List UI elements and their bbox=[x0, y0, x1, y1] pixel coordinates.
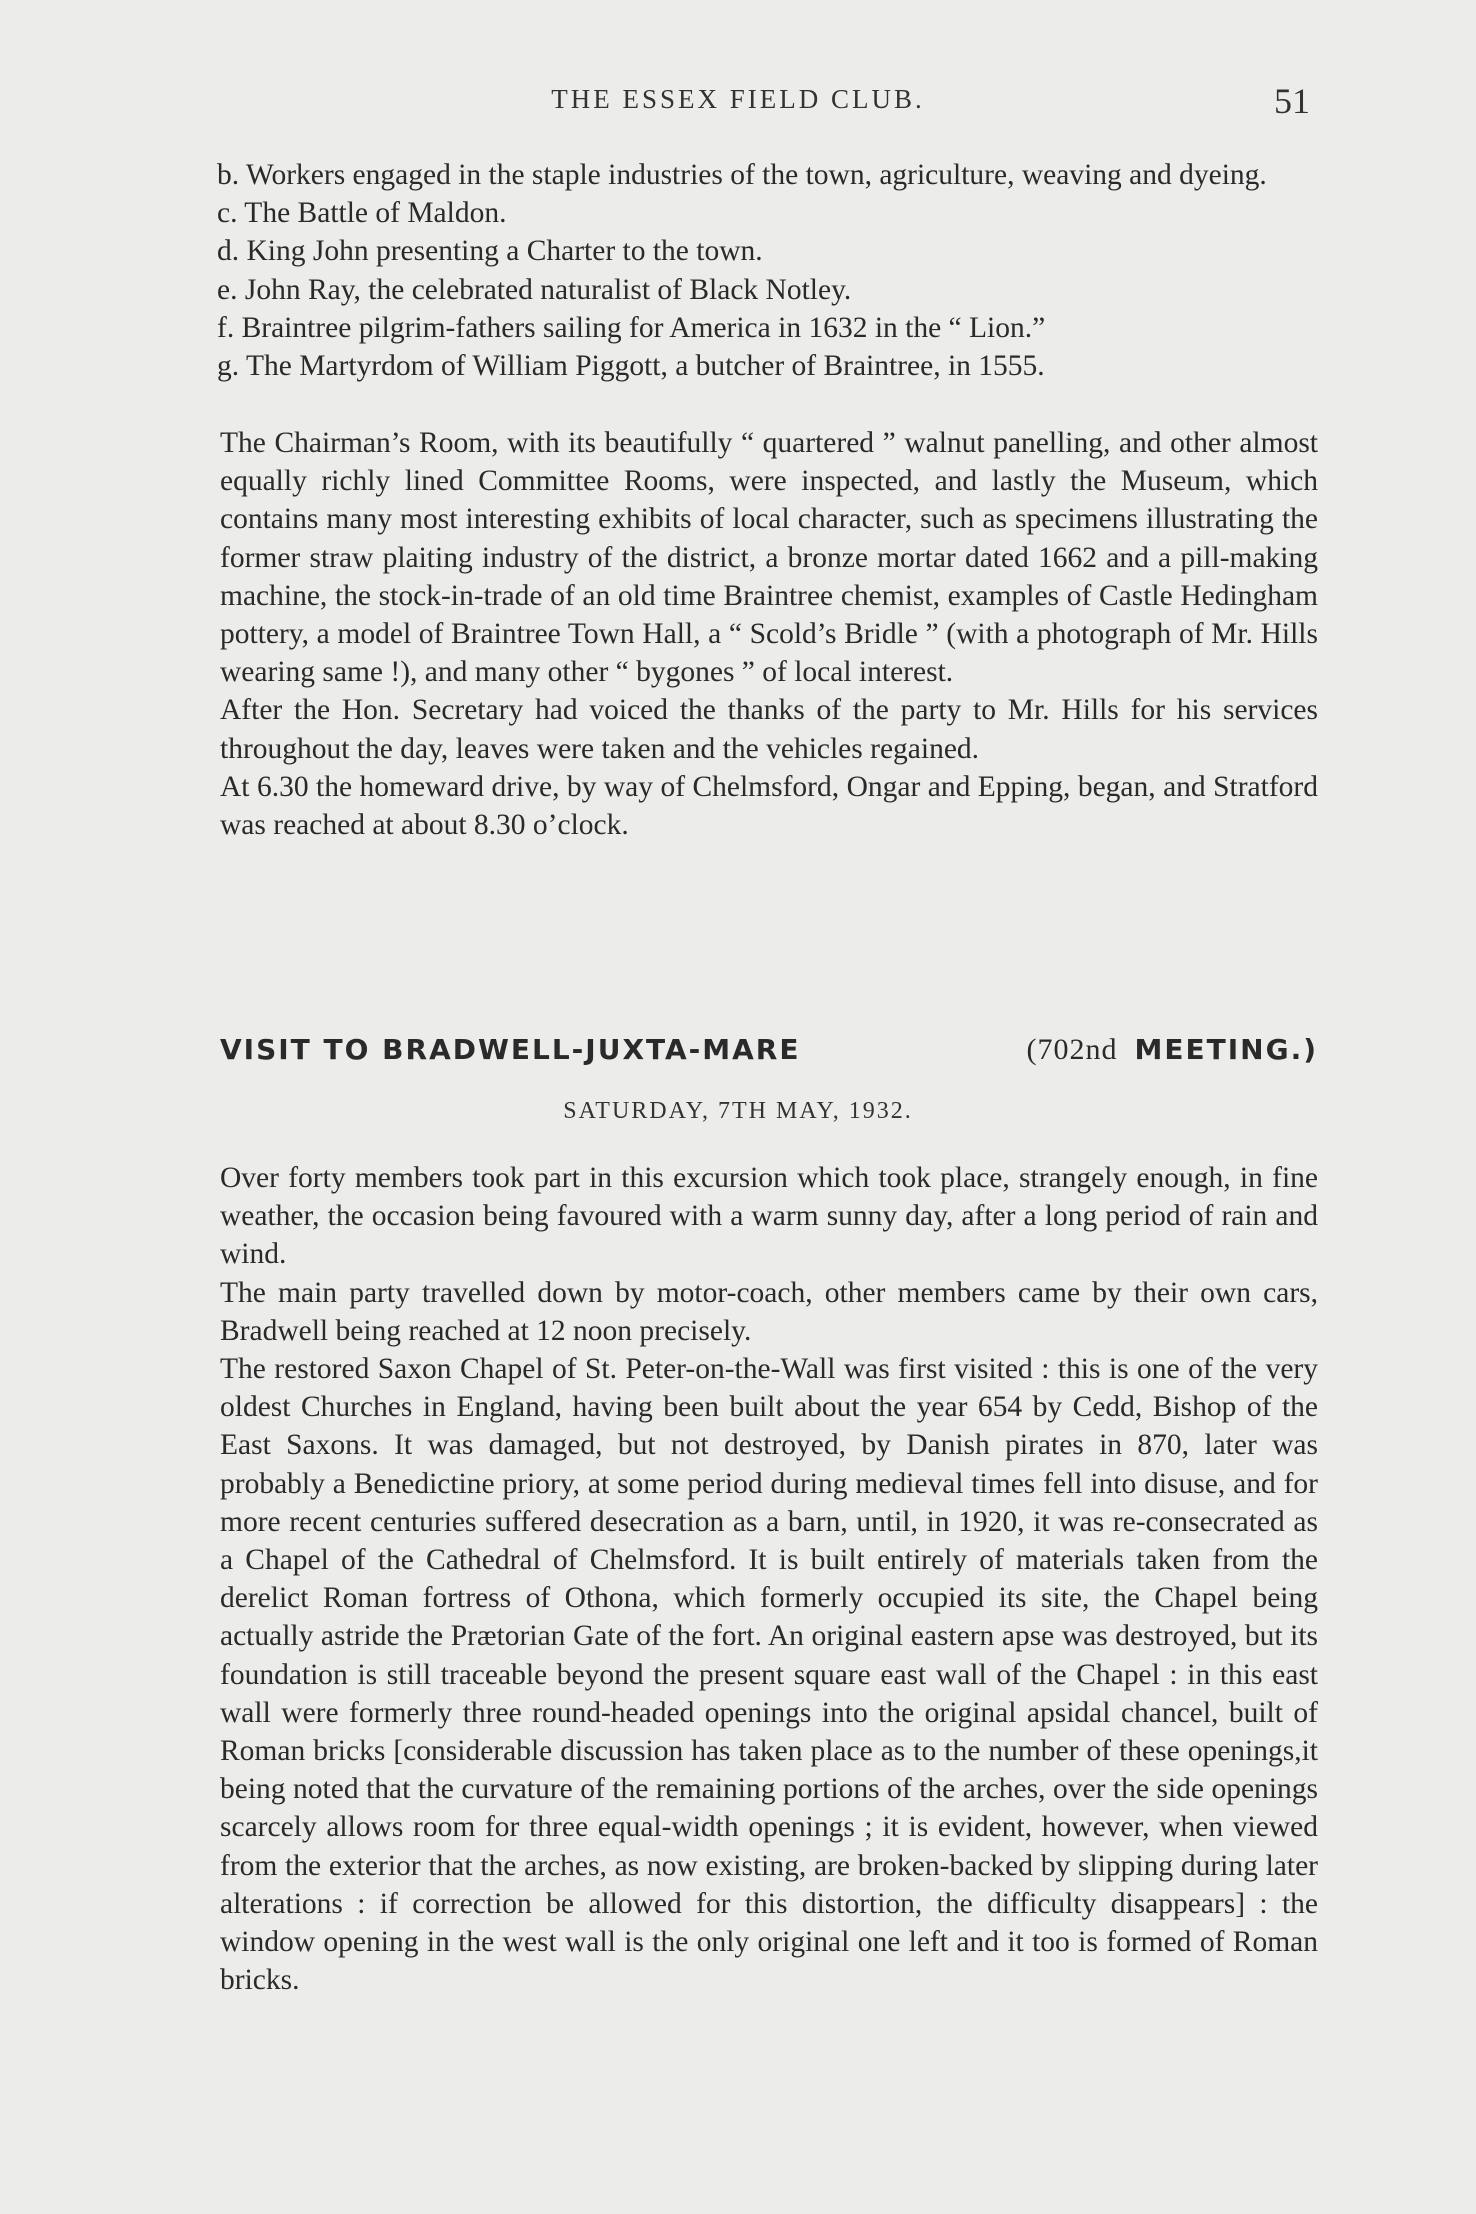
paragraph: The restored Saxon Chapel of St. Peter-on-the-Wall was first visited : this is one of the very oldest Churches in England, having been built about the year 654 by Cedd, Bishop of the East Saxons. It was damaged, but not destroyed, by Danish pirates in 870, later was probably a Benedictine priory, at some period during medieval times fell into disuse, and for more recent centuries suffered desecration as a barn, until, in 1920, it was re-consecrated as a Chapel of the Cathedral of Chelmsford. It is built entirely of materials taken from the derelict Roman fortress of Othona, which formerly occupied its site, the Chapel being actually astride the Prætorian Gate of the fort. An original eastern apse was destroyed, but its foundation is still traceable beyond the present square east wall of the Chapel : in this east wall were formerly three round-headed openings into the original apsidal chancel, built of Roman bricks [considerable discussion has taken place as to the number of these openings,it being noted that the curvature of the remaining portions of the arches, over the side openings scarcely allows room for three equal-width openings ; it is evident, however, when viewed from the exterior that the arches, as now existing, are broken-backed by slipping during later alterations : if correction be allowed for this distortion, the difficulty disappears] : the window opening in the west wall is the only original one left and it too is formed of Roman bricks. bbox=[220, 1353, 1318, 1997]
meeting-date: SATURDAY, 7TH MAY, 1932. bbox=[563, 1098, 913, 1124]
list-item: f. Braintree pilgrim-fathers sailing for America in 1632 in the “ Lion.” bbox=[217, 311, 1046, 344]
paragraph: The Chairman’s Room, with its beautifully “ quartered ” walnut panelling, and other almost equally richly lined Committee Rooms, were inspected, and lastly the Museum, which contains many most interesting exhibits of local character, such as specimens illustrating the former straw plaiting industry of the district, a bronze mortar dated 1662 and a pill-making machine, the stock-in-trade of an old time Braintree chemist, examples of Castle Hedingham pottery, a model of Braintree Town Hall, a “ Scold’s Bridle ” (with a photograph of Mr. Hills wearing same !), and many other “ bygones ” of local interest. bbox=[220, 427, 1318, 689]
list-item: b. Workers engaged in the staple industries of the town, agriculture, weaving and dyeing. bbox=[217, 159, 1267, 191]
enumerated-list bbox=[217, 156, 1318, 385]
list-item: g. The Martyrdom of William Piggott, a butcher of Braintree, in 1555. bbox=[217, 350, 1045, 383]
list-item: d. King John presenting a Charter to the town. bbox=[217, 235, 763, 268]
running-title: THE ESSEX FIELD CLUB. bbox=[551, 84, 925, 114]
body-text-before bbox=[220, 424, 1318, 844]
meeting-number: (702nd bbox=[1026, 1033, 1118, 1066]
paragraph: Over forty members took part in this excursion which took place, strangely enough, in fine weather, the occasion being favoured with a warm sunny day, after a long period of rain and wind. bbox=[220, 1162, 1318, 1271]
paragraph: The main party travelled down by motor-coach, other members came by their own cars, Bradwell being reached at 12 noon precisely. bbox=[220, 1276, 1318, 1347]
paragraph: At 6.30 the homeward drive, by way of Chelmsford, Ongar and Epping, began, and Stratford was reached at about 8.30 o’clock. bbox=[220, 770, 1318, 842]
body-text-after bbox=[220, 1159, 1318, 1999]
section-title: VISIT TO BRADWELL-JUXTA-MARE bbox=[220, 1033, 801, 1066]
section-heading bbox=[220, 1033, 1318, 1067]
meeting-label bbox=[1027, 1033, 1318, 1067]
list-item: e. John Ray, the celebrated naturalist of Black Notley. bbox=[217, 273, 852, 306]
paragraph: After the Hon. Secretary had voiced the thanks of the party to Mr. Hills for his services throughout the day, leaves were taken and the vehicles regained. bbox=[220, 694, 1318, 765]
page-number: 51 bbox=[1274, 81, 1310, 121]
list-item: c. The Battle of Maldon. bbox=[217, 197, 507, 230]
meeting-word: MEETING.) bbox=[1134, 1033, 1318, 1066]
